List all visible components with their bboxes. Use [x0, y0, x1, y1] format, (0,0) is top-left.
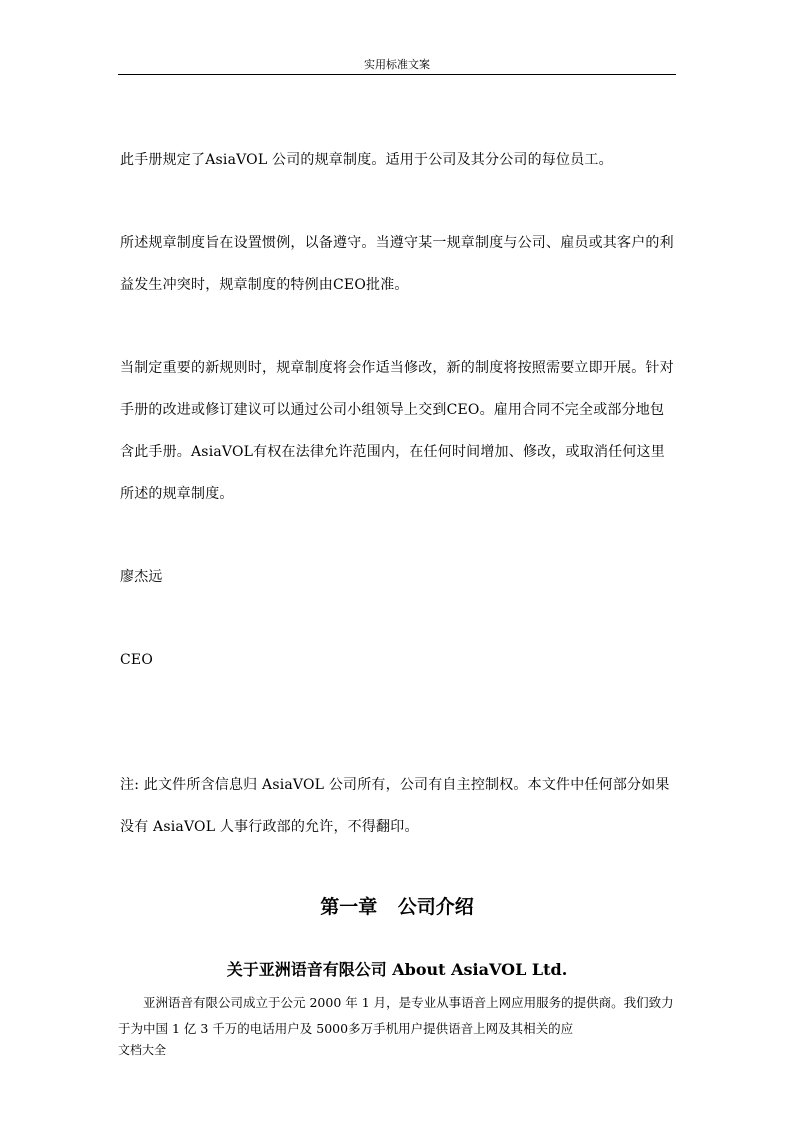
signature-name: 廖杰远	[120, 569, 163, 585]
section-title: 关于亚洲语音有限公司 About AsiaVOL Ltd.	[226, 960, 568, 979]
company-intro: 亚洲语音有限公司成立于公元 2000 年 1 月，是专业从事语音上网应用服务的提供商。我们致力于为中国 1 亿 3 千万的电话用户及 5000多万手机用户提供语音上网及其相关的应	[118, 995, 674, 1036]
chapter-title: 第一章 公司介绍	[320, 896, 474, 918]
page-footer: 文档大全	[118, 1043, 167, 1057]
paragraph-revisions: 当制定重要的新规则时，规章制度将会作适当修改，新的制度将按照需要立即开展。针对手册的改进或修订建议可以通过公司小组领导上交到CEO。雇用合同不完全或部分地包含此手册。AsiaVOL有权在法律允许范围内，在任何时间增加、修改，或取消任何这里所述的规章制度。	[120, 360, 674, 502]
confidentiality-note: 注: 此文件所含信息归 AsiaVOL 公司所有，公司有自主控制权。本文件中任何部分如果没有 AsiaVOL 人事行政部的允许，不得翻印。	[120, 777, 670, 835]
paragraph-scope: 此手册规定了AsiaVOL 公司的规章制度。适用于公司及其分公司的每位员工。	[120, 152, 613, 168]
signature-title: CEO	[120, 652, 154, 668]
page-header: 实用标准文案	[118, 56, 676, 75]
paragraph-purpose: 所述规章制度旨在设置惯例，以备遵守。当遵守某一规章制度与公司、雇员或其客户的利益发生冲突时，规章制度的特例由CEO批准。	[120, 235, 674, 293]
